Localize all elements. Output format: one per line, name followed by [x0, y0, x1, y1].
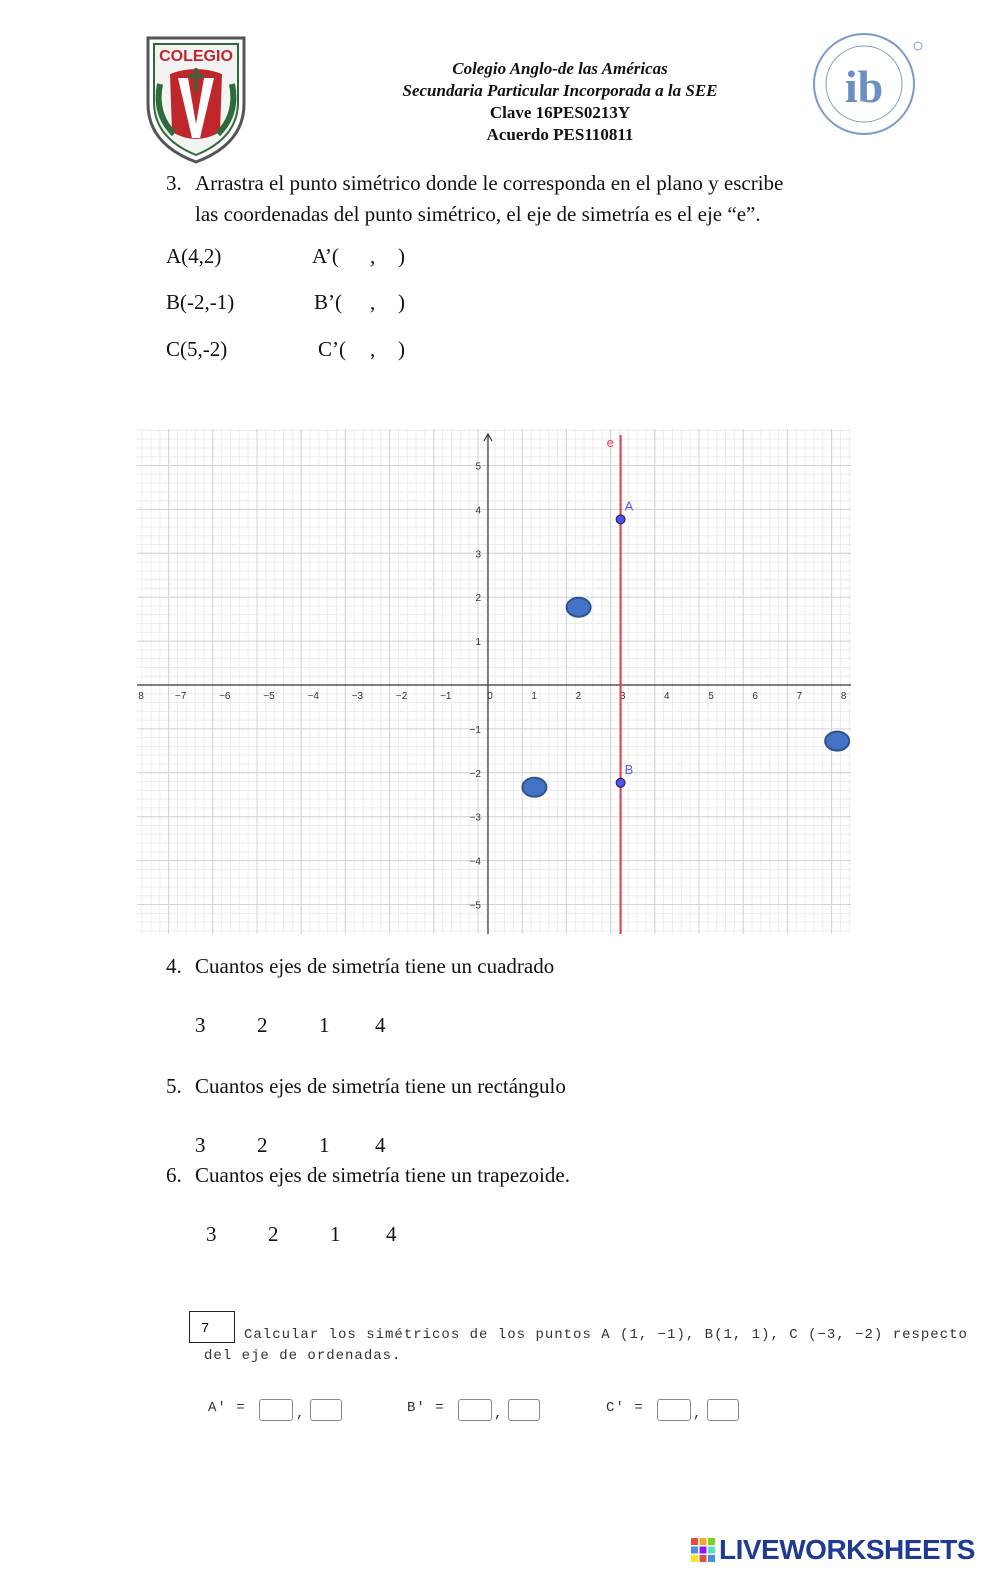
q4-option-2[interactable]: 2 — [257, 1013, 268, 1037]
draggable-point-3[interactable] — [825, 732, 849, 751]
x-tick-label: 6 — [752, 691, 758, 702]
question-3-line-2: las coordenadas del punto simétrico, el eje de simetría es el eje “e”. — [195, 202, 761, 226]
point-b-coords: B(-2,-1) — [166, 290, 235, 314]
point-a-prime[interactable]: A’( , ) — [312, 244, 405, 268]
liveworksheets-logo — [690, 1533, 990, 1567]
coordinate-plane-svg — [137, 429, 851, 934]
y-tick-label: −3 — [469, 812, 481, 824]
school-name: Colegio Anglo-de las Américas — [452, 59, 668, 78]
q5-option-1[interactable]: 3 — [195, 1133, 206, 1157]
answer-b-y-input[interactable] — [508, 1399, 540, 1421]
question-3-row-b — [166, 290, 234, 315]
question-3-row-c — [166, 337, 227, 362]
question-3-text — [166, 168, 866, 230]
answer-a-label: A' = — [208, 1400, 246, 1416]
question-5-number: 5. — [166, 1074, 182, 1098]
y-tick-label: −2 — [469, 768, 481, 780]
point-c-prime[interactable]: C’( , ) — [318, 337, 405, 361]
school-key: Clave 16PES0213Y — [489, 103, 631, 122]
answer-c-comma: , — [693, 1406, 703, 1422]
question-4-options — [195, 1013, 386, 1038]
answer-b-x-input[interactable] — [458, 1399, 492, 1421]
y-tick-label: 4 — [475, 505, 481, 517]
draggable-point-2[interactable] — [522, 778, 546, 797]
liveworksheets-brand: LIVEWORKSHEETS — [719, 1534, 975, 1565]
school-agreement: Acuerdo PES110811 — [486, 125, 634, 144]
answer-b-label: B' = — [407, 1400, 445, 1416]
school-level: Secundaria Particular Incorporada a la SEE — [402, 81, 718, 100]
question-5 — [166, 1074, 566, 1099]
point-c-coords: C(5,-2) — [166, 337, 228, 361]
question-3-line-1: Arrastra el punto simétrico donde le corresponda en el plano y escribe — [195, 171, 784, 195]
x-tick-label: 7 — [796, 691, 803, 702]
answer-b-comma: , — [494, 1406, 504, 1422]
school-crest-logo — [144, 34, 248, 164]
y-tick-label: −1 — [469, 724, 481, 736]
x-tick-label: 8 — [840, 691, 847, 702]
x-tick-label: −5 — [263, 691, 275, 702]
question-3-row-a — [166, 244, 221, 269]
q6-option-4[interactable]: 4 — [386, 1222, 397, 1246]
y-tick-label: 5 — [475, 461, 481, 473]
question-6-text: Cuantos ejes de simetría tiene un trapezoide. — [195, 1163, 570, 1187]
point-a-coords: A(4,2) — [166, 244, 222, 268]
question-5-options — [195, 1133, 386, 1158]
question-6 — [166, 1163, 570, 1188]
svg-text:ib: ib — [844, 61, 884, 112]
x-tick-label: 4 — [664, 691, 670, 702]
x-tick-label: −3 — [351, 691, 364, 702]
y-tick-label: 1 — [475, 637, 481, 649]
q5-option-4[interactable]: 4 — [375, 1133, 386, 1157]
y-tick-label: 2 — [475, 593, 481, 605]
question-7-line-1: Calcular los simétricos de los puntos A (1, −1), B(1, 1), C (−3, −2) respecto — [244, 1327, 968, 1343]
y-tick-label: 3 — [475, 549, 481, 561]
q5-option-3[interactable]: 1 — [319, 1133, 330, 1157]
liveworksheets-icon — [690, 1537, 716, 1563]
x-tick-label: −6 — [219, 691, 231, 702]
draggable-point-1[interactable] — [567, 598, 591, 617]
school-header — [330, 58, 790, 146]
x-tick-label: −2 — [395, 691, 408, 702]
q5-option-2[interactable]: 2 — [257, 1133, 268, 1157]
ib-world-school-logo — [806, 30, 924, 138]
question-4-number: 4. — [166, 954, 182, 978]
question-6-options — [206, 1222, 397, 1247]
question-3-number: 3. — [166, 171, 182, 195]
question-4 — [166, 954, 554, 979]
point-a-label: A — [624, 498, 634, 514]
answer-c-label: C' = — [606, 1400, 644, 1416]
q4-option-4[interactable]: 4 — [375, 1013, 386, 1037]
answer-a-comma: , — [296, 1406, 306, 1422]
svg-text:COLEGIO: COLEGIO — [159, 48, 233, 65]
q6-option-2[interactable]: 2 — [268, 1222, 279, 1246]
x-tick-label: 2 — [575, 691, 582, 702]
x-tick-label: −4 — [307, 691, 319, 702]
point-b-label: B — [624, 761, 634, 777]
q6-option-3[interactable]: 1 — [330, 1222, 341, 1246]
x-tick-label: −1 — [440, 691, 452, 702]
answer-c-y-input[interactable] — [707, 1399, 739, 1421]
answer-c-x-input[interactable] — [657, 1399, 691, 1421]
question-7-number-box — [189, 1311, 235, 1343]
symmetry-axis-label: e — [606, 435, 614, 450]
y-tick-label: −5 — [469, 900, 481, 912]
q4-option-1[interactable]: 3 — [195, 1013, 206, 1037]
x-tick-label: 5 — [708, 691, 714, 702]
x-tick-label: 0 — [487, 691, 493, 702]
point-b-prime[interactable]: B’( , ) — [314, 290, 405, 314]
coordinate-plane — [137, 429, 851, 934]
x-tick-label: 8 — [138, 691, 144, 702]
answer-a-x-input[interactable] — [259, 1399, 293, 1421]
question-6-number: 6. — [166, 1163, 182, 1187]
y-tick-label: −4 — [469, 856, 481, 868]
answer-a-y-input[interactable] — [310, 1399, 342, 1421]
point-b — [616, 778, 625, 787]
q6-option-1[interactable]: 3 — [206, 1222, 217, 1246]
question-7-line-2: del eje de ordenadas. — [204, 1348, 402, 1364]
question-5-text: Cuantos ejes de simetría tiene un rectángulo — [195, 1074, 566, 1098]
x-tick-label: 1 — [531, 691, 537, 702]
x-tick-label: −7 — [174, 691, 187, 702]
x-tick-label: 3 — [619, 691, 626, 702]
question-7-number: 7 — [201, 1321, 211, 1337]
question-4-text: Cuantos ejes de simetría tiene un cuadrado — [195, 954, 555, 978]
q4-option-3[interactable]: 1 — [319, 1013, 330, 1037]
point-a — [616, 515, 625, 524]
